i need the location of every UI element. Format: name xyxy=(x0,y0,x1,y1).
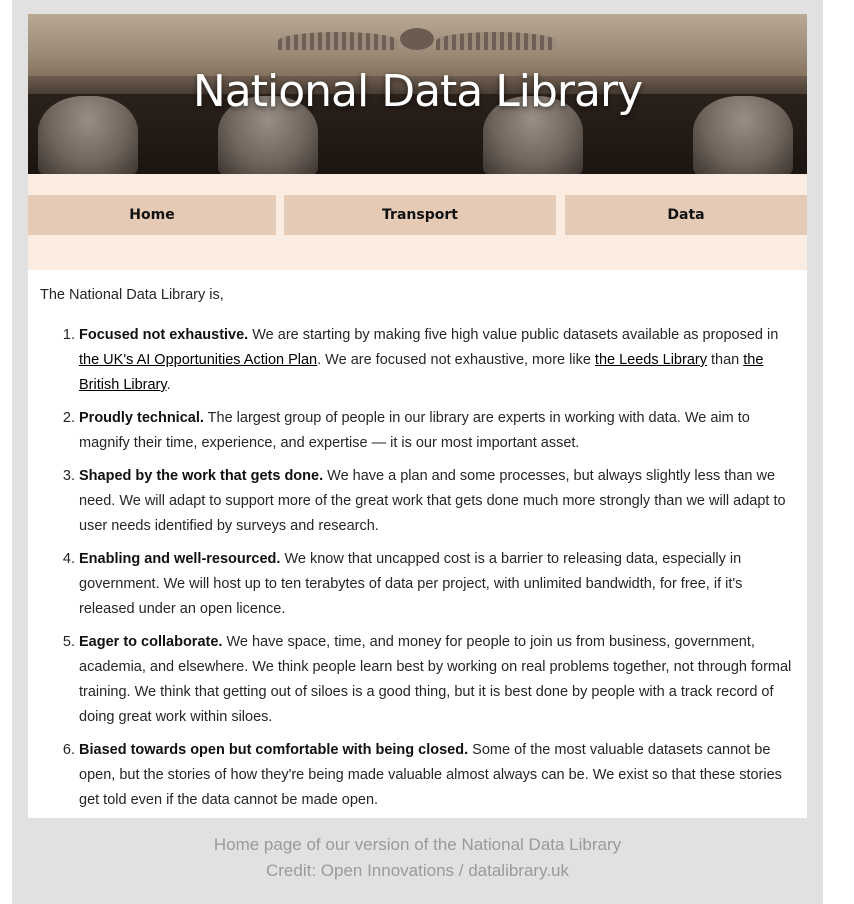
header-banner xyxy=(28,14,807,174)
figure-caption xyxy=(12,832,823,884)
principle-heading: Enabling and well-resourced. xyxy=(79,551,281,567)
nav-bar xyxy=(28,174,807,270)
principle-text: Some of the most valuable datasets cannot be open, but the stories of how they're being made valuable almost always can be. We exist so that these stories get told even if the data cannot be made open. xyxy=(79,742,782,808)
principle-text: . We are focused not exhaustive, more like xyxy=(317,352,595,368)
intro-text: The National Data Library is, xyxy=(40,287,224,303)
principle-heading: Focused not exhaustive. xyxy=(79,327,249,343)
principle-item xyxy=(79,323,795,398)
principle-heading: Biased towards open but comfortable with being closed. xyxy=(79,742,469,758)
nav-home-button[interactable]: Home xyxy=(28,195,276,235)
principle-text: . xyxy=(166,377,171,393)
principle-text: The largest group of people in our library are experts in working with data. We aim to magnify their time, experience, and expertise — it is our most important asset. xyxy=(79,410,750,451)
web-page xyxy=(28,14,807,818)
principle-item xyxy=(79,738,795,813)
nav-data-button[interactable]: Data xyxy=(565,195,807,235)
principle-heading: Eager to collaborate. xyxy=(79,634,223,650)
winged-disk-right-wing xyxy=(436,32,556,50)
caption-line: Home page of our version of the National Data Library xyxy=(213,835,622,854)
principle-text: We know that uncapped cost is a barrier to releasing data, especially in government. We will host up to ten terabytes of data per project, with unlimited bandwidth, for free, if it's released under an open licence. xyxy=(79,551,743,617)
principle-heading: Shaped by the work that gets done. xyxy=(79,468,324,484)
principle-text: We are starting by making five high value public datasets available as proposed in xyxy=(248,327,779,343)
principle-heading: Proudly technical. xyxy=(79,410,204,426)
principle-item xyxy=(79,547,795,622)
caption-credit: Credit: Open Innovations / datalibrary.uk xyxy=(265,861,569,880)
winged-disk-left-wing xyxy=(278,32,398,50)
british-library-link[interactable]: the British Library xyxy=(79,352,764,393)
nav-transport-button[interactable]: Transport xyxy=(284,195,556,235)
principle-text: than xyxy=(706,352,744,368)
principle-text: We have space, time, and money for people to join us from business, government, academia, and elsewhere. We think people learn best by working on real problems together, not through formal training. We think that getting out of siloes is a good thing, but it is best done by people with a track record of doing great work within siloes. xyxy=(79,634,792,725)
ai-action-plan-link[interactable]: the UK's AI Opportunities Action Plan xyxy=(79,352,318,368)
principle-item xyxy=(79,464,795,539)
principle-item xyxy=(79,630,795,730)
principle-text: We have a plan and some processes, but always slightly less than we need. We will adapt to support more of the great work that gets done much more strongly than we will adapt to user needs identified by surveys and research. xyxy=(79,468,786,534)
principles-list xyxy=(79,323,795,821)
site-title: National Data Library xyxy=(192,66,643,117)
principle-item xyxy=(79,406,795,456)
leeds-library-link[interactable]: the Leeds Library xyxy=(594,352,707,368)
winged-disk-emblem xyxy=(400,28,434,50)
